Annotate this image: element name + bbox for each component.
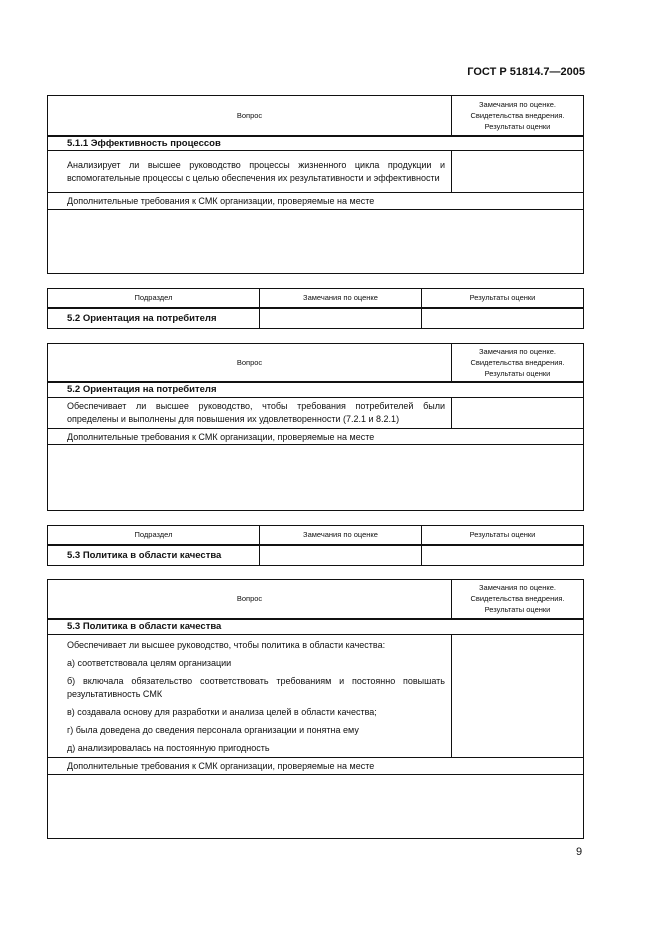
question-header: Вопрос	[48, 344, 452, 382]
remarks-cell	[260, 308, 422, 329]
remarks-cell	[452, 151, 584, 193]
subsection-summary-5-3	[47, 525, 584, 566]
results-cell	[422, 308, 584, 329]
additional-requirements-area	[48, 775, 584, 839]
additional-requirements-area	[48, 445, 584, 511]
remarks-cell	[452, 635, 584, 758]
question-header: Вопрос	[48, 96, 452, 136]
question-header: Вопрос	[48, 580, 452, 619]
question-text: Обеспечивает ли высшее руководство, чтобы требования потребителей были определены и выполнены для повышения их удовлетворенности (7.2.1 и 8.2.1)	[48, 398, 452, 429]
list-item: а) соответствовала целям организации	[67, 658, 232, 668]
document-code: ГОСТ Р 51814.7—2005	[467, 66, 585, 78]
list-item: б) включала обязательство соответствовать требованиям и постоянно повышать результативность СМК	[67, 676, 445, 699]
additional-requirements-label: Дополнительные требования к СМК организации, проверяемые на месте	[48, 758, 584, 775]
question-text	[48, 635, 452, 758]
remarks-header: Замечания по оценке. Свидетельства внедрения. Результаты оценки	[452, 344, 584, 382]
results-header: Результаты оценки	[422, 289, 584, 308]
remarks-header: Замечания по оценке. Свидетельства внедрения. Результаты оценки	[452, 580, 584, 619]
list-item: д) анализировалась на постоянную пригодность	[67, 743, 270, 753]
results-cell	[422, 545, 584, 566]
results-header: Результаты оценки	[422, 526, 584, 545]
question-text: Анализирует ли высшее руководство процессы жизненного цикла продукции и вспомогательные процессы с целью обеспечения их результативности и эффективности	[48, 151, 452, 193]
remarks-cell	[452, 398, 584, 429]
section-title: 5.3 Политика в области качества	[48, 619, 584, 635]
list-item: г) была доведена до сведения персонала организации и понятна ему	[67, 725, 359, 735]
assessment-table-5-1-1	[47, 95, 584, 274]
question-intro: Обеспечивает ли высшее руководство, чтобы политика в области качества:	[67, 640, 386, 650]
subsection-summary-5-2	[47, 288, 584, 329]
page-number: 9	[576, 846, 583, 858]
section-title: 5.1.1 Эффективность процессов	[48, 136, 584, 151]
list-item: в) создавала основу для разработки и анализа целей в области качества;	[67, 707, 377, 717]
remarks-header: Замечания по оценке	[260, 289, 422, 308]
additional-requirements-area	[48, 210, 584, 274]
subsection-name: 5.2 Ориентация на потребителя	[48, 308, 260, 329]
subsection-header: Подраздел	[48, 526, 260, 545]
additional-requirements-label: Дополнительные требования к СМК организации, проверяемые на месте	[48, 429, 584, 445]
subsection-header: Подраздел	[48, 289, 260, 308]
remarks-cell	[260, 545, 422, 566]
remarks-header: Замечания по оценке	[260, 526, 422, 545]
remarks-header: Замечания по оценке. Свидетельства внедрения. Результаты оценки	[452, 96, 584, 136]
assessment-table-5-3	[47, 579, 584, 839]
assessment-table-5-2	[47, 343, 584, 511]
subsection-name: 5.3 Политика в области качества	[48, 545, 260, 566]
section-title: 5.2 Ориентация на потребителя	[48, 382, 584, 398]
additional-requirements-label: Дополнительные требования к СМК организации, проверяемые на месте	[48, 193, 584, 210]
